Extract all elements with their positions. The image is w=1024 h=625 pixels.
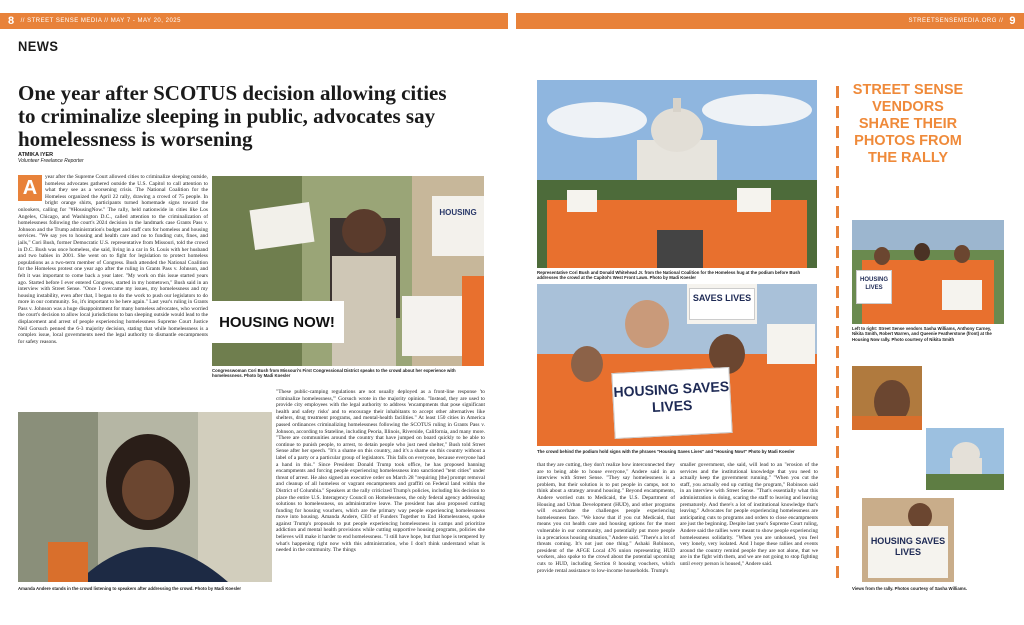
page-header-left <box>0 13 508 29</box>
photo-selfie-view <box>852 366 922 430</box>
caption-vendors: Left to right: Street Sense vendors Sasha Williams, Anthony Carney, Nikita Smith, Robert Warren, and Queenie Featherstone (front) at the Housing Now rally. Photo courtesy of Nikita Smith <box>852 326 992 342</box>
page-number-right: 9 <box>1009 15 1016 27</box>
sidebar-divider-dash <box>836 566 839 578</box>
caption-andere: Amanda Andere stands in the crowd listening to speakers after addressing the crowd. Photo by Madi Koesler <box>18 586 242 591</box>
sidebar-divider-dash <box>836 406 839 418</box>
sidebar-divider-dash <box>836 126 839 138</box>
photo-capitol-rally <box>537 80 817 268</box>
sidebar-divider-dash <box>836 206 839 218</box>
sidebar-divider-dash <box>836 526 839 538</box>
sidebar-divider-dash <box>836 486 839 498</box>
photo-amanda-andere <box>18 412 272 582</box>
sidebar-divider-dash <box>836 266 839 278</box>
article-column-1 <box>18 174 208 406</box>
header-left-text: // STREET SENSE MEDIA // MAY 7 - MAY 20, 2025 <box>20 18 181 24</box>
sign-housing-saves-lives-small: HOUSING SAVES LIVES <box>870 536 946 557</box>
photo-cori-bush <box>212 176 484 366</box>
sidebar-title: STREET SENSE VENDORS SHARE THEIR PHOTOS FROM THE RALLY <box>852 82 964 166</box>
article-column-4 <box>680 462 818 607</box>
sidebar-divider-dash <box>836 286 839 298</box>
sidebar-divider-dash <box>836 386 839 398</box>
sidebar-divider-dash <box>836 446 839 458</box>
sidebar-divider-dash <box>836 246 839 258</box>
sidebar-divider-dash <box>836 226 839 238</box>
article-column-2 <box>276 389 485 605</box>
photo-sign-view <box>862 498 954 582</box>
caption-signs: The crowd behind the podium hold signs with the phrases "Housing Saves Lives" and "Housing Now!" Photo by Madi Koesler <box>537 449 795 454</box>
sidebar-divider-dash <box>836 106 839 118</box>
article-column-3 <box>537 462 675 607</box>
sidebar-divider-dash <box>836 366 839 378</box>
page-header-right <box>516 13 1024 29</box>
sidebar-divider-dash <box>836 186 839 198</box>
photo-crowd-signs <box>537 284 817 446</box>
sidebar-divider-dash <box>836 166 839 178</box>
sidebar-divider-dash <box>836 306 839 318</box>
caption-bush: Congresswoman Cori Bush from Missouri's First Congressional District speaks to the crowd about her experience with homelessness. Photo by Madi Koesler <box>212 368 456 379</box>
sidebar-divider-dash <box>836 146 839 158</box>
column-2-text: "These public-camping regulations are not usually deployed as a front-line response 'to criminalize homelessness,'" Gorsuch wrote in the majority opinion. "Instead, they are used to provide city employees with the legal authority to address 'encampments that pose significant health and safety risks' and to encourage their inhabitants to accept other alternatives like shelters, drug treatment programs, and mental-health facilities." At least 150 cities in America passed ordinances criminalizing homelessness following the SCOTUS ruling in Grants Pass v. Johnson, according to Stateline, including Peoria, Illinois, Riverside, California, and many more. "There are communities around the country that have jumped on board quickly to be able to continue to punish people, to arrest, to detain people who just need shelter," Bush told Street Sense after her speech. "It's a shame on this country, and it's a shame on this country without a label of a party or a particular group of legislators. This falls on everyone, because everyone had a hand in this." Since President Donald Trump took office, he has proposed banning encampments and forcing people experiencing homelessness into sanctioned "tent cities" under threat of arrest. He also signed an executive order on March 28 "requiring [the] prompt removal and cleanup of all homeless or vagrant encampments and graffiti on Federal land within the District of Columbia." Speakers at the rally criticized Trump's policies, including his decision to place the entire U.S. Interagency Council on Homelessness, the only federal agency addressing solutions to homelessness, on administrative leave. The president has also proposed cutting funding for housing vouchers, which are the primary way people experiencing homelessness move into housing. Amanda Andere, CEO of Funders Together to End Homelessness, spoke against Trump's proposals to put people experiencing homelessness in camps and prioritize addiction and mental health provisions while cutting supportive housing programs, policies she believes will make it harder to end homelessness. "I still have hope, but that hope is tempered by what's happening right now with this administration, who I don't think understand what is needed in the community. The things <box>276 389 485 554</box>
column-3-text: that they are cutting, they don't realize how interconnected they are to being able to house everyone," Andere said in an interview with Street Sense. "They say homelessness is a problem, but their solution is to put people in camps, not to think about a strategy around housing." Beyond encampments, Andere worried cuts to Medicaid, the U.S. Department of Housing and Urban Development (HUD), and other programs will exacerbate the challenges people experiencing homelessness face. "We know that if you cut Medicaid, that means you cut health care and housing options for the most vulnerable in our community, and potentially put more people in a precarious housing situation," Andere said. "There's a lot of threats coming. It's not just one thing." Ashaki Robinson, president of the AFGE Local 476 union representing HUD workers, also spoke to the crowd about the potential upcoming cuts to HUD, including Section 8 housing vouchers, which provide rental assistance to low-income households. Trump's <box>537 462 675 574</box>
sidebar-divider-dash <box>836 346 839 358</box>
caption-views: Views from the rally. Photos courtesy of Sasha Williams. <box>852 586 968 591</box>
caption-capitol: Representative Cori Bush and Donald Whitehead Jr. from the National Coalition for the Homeless hug at the podium before Bush addresses the crowd at the Capitol's West Front Lawn. Photo by Madi Koesler <box>537 270 801 281</box>
photo-vendors <box>852 220 1004 324</box>
page-number-left: 8 <box>8 15 15 27</box>
column-1-text: year after the Supreme Court allowed cities to criminalize sleeping outside, homeless advocates gathered outside the U.S. Capitol to call attention to what they see as a worsening crisis. The National Coalition for the Homeless organized the April 22 rally, drawing a crowd of 75 people. In bright orange shirts, participants turned homemade signs toward the onlookers, calling for "#HousingNow." The rally, held nationwide in cities like Los Angeles, Chicago, and Washington D.C., called attention to the criminalization of homelessness following the court's 2024 decision in the landmark case Grants Pass v. Johnson and the Trump administration's budget and staff cuts for homeless and housing services. "We say yes to housing and health care and no to funding cuts, fines, and jails," Cori Bush, former Democratic U.S. representative from Missouri, told the crowd in D.C. Bush was once homeless, she said, living in a car in St. Louis with her husband and two babies in 2001. She went on to fight for legislation to protect homeless populations as a two-term member of Congress. Bush attended the National Coalition for the Homeless protest one year ago after the ruling in Grants Pass v. Johnson, and felt it was important to come back a year later. "My work on this issue started years ago. Started before I ever entered Congress, started in my hometown," Bush said in an interview with Street Sense. "Once I overcame my issues, my homelessness and my housing instability, even after that, I began to do the work to push our legislators to do more in our community. So, it's important to be here again." Last year's ruling in Grants Pass v. Johnson was a huge disappointment for many homeless advocates, who worried the court's decision to allow local jurisdictions to ban sleeping outside would lead to the displacement and arrest of people experiencing homelessness Supreme Court Justice Neil Gorsuch penned the 6-3 majority decision, stating that while homelessness is a complex issue, local governments need the legal authority to dismantle encampments for safety reasons. <box>18 174 208 345</box>
sign-housing-small: HOUSING <box>439 208 477 217</box>
sign-housing-lives: HOUSING LIVES <box>856 270 892 304</box>
sign-housing-saves-lives: HOUSING SAVES LIVES <box>611 367 732 439</box>
sidebar-divider-dash <box>836 86 839 98</box>
byline-role: Volunteer Freelance Reporter <box>18 158 84 164</box>
byline: ATMIKA IYER <box>18 152 54 158</box>
header-right-text: STREETSENSEMEDIA.ORG // <box>908 18 1004 24</box>
photo-capitol-view <box>926 428 1004 490</box>
sign-housing-now: HOUSING NOW! <box>219 314 335 331</box>
column-4-text: smaller government, she said, will lead to an "erosion of the services and the institutional knowledge that you need to actually keep the government running." "When you cut the staff, you actually end up cutting the program," Robinson said in an interview with Street Sense. "That's essentially what this administration is doing, scaring the staff to leaving and leaving prematurely. And there's a lot of institutional knowledge that's leaving." Advocates for people experiencing homelessness are anticipating cuts to programs and orders to close encampments are just the beginning. Despite last year's Supreme Court ruling, Andere said the rallies were meant to show people experiencing homelessness solidarity. "When you are unhoused, you feel very lonely, very isolated. And I hope these rallies and events around the country remind people they are not alone, that we are in the fight with them, and we are not going to stop fighting until every person is housed," Andere said. <box>680 462 818 567</box>
sidebar-divider-dash <box>836 426 839 438</box>
drop-cap: A <box>18 175 42 201</box>
sign-saves-lives-top: SAVES LIVES <box>689 288 755 320</box>
sidebar-divider-dash <box>836 546 839 558</box>
headline: One year after SCOTUS decision allowing cities to criminalize sleeping in public, advocates say homelessness is worsening <box>18 81 447 151</box>
sidebar-divider-dash <box>836 506 839 518</box>
sidebar-divider-dash <box>836 466 839 478</box>
sidebar-divider-dash <box>836 326 839 338</box>
section-label: NEWS <box>18 38 59 54</box>
